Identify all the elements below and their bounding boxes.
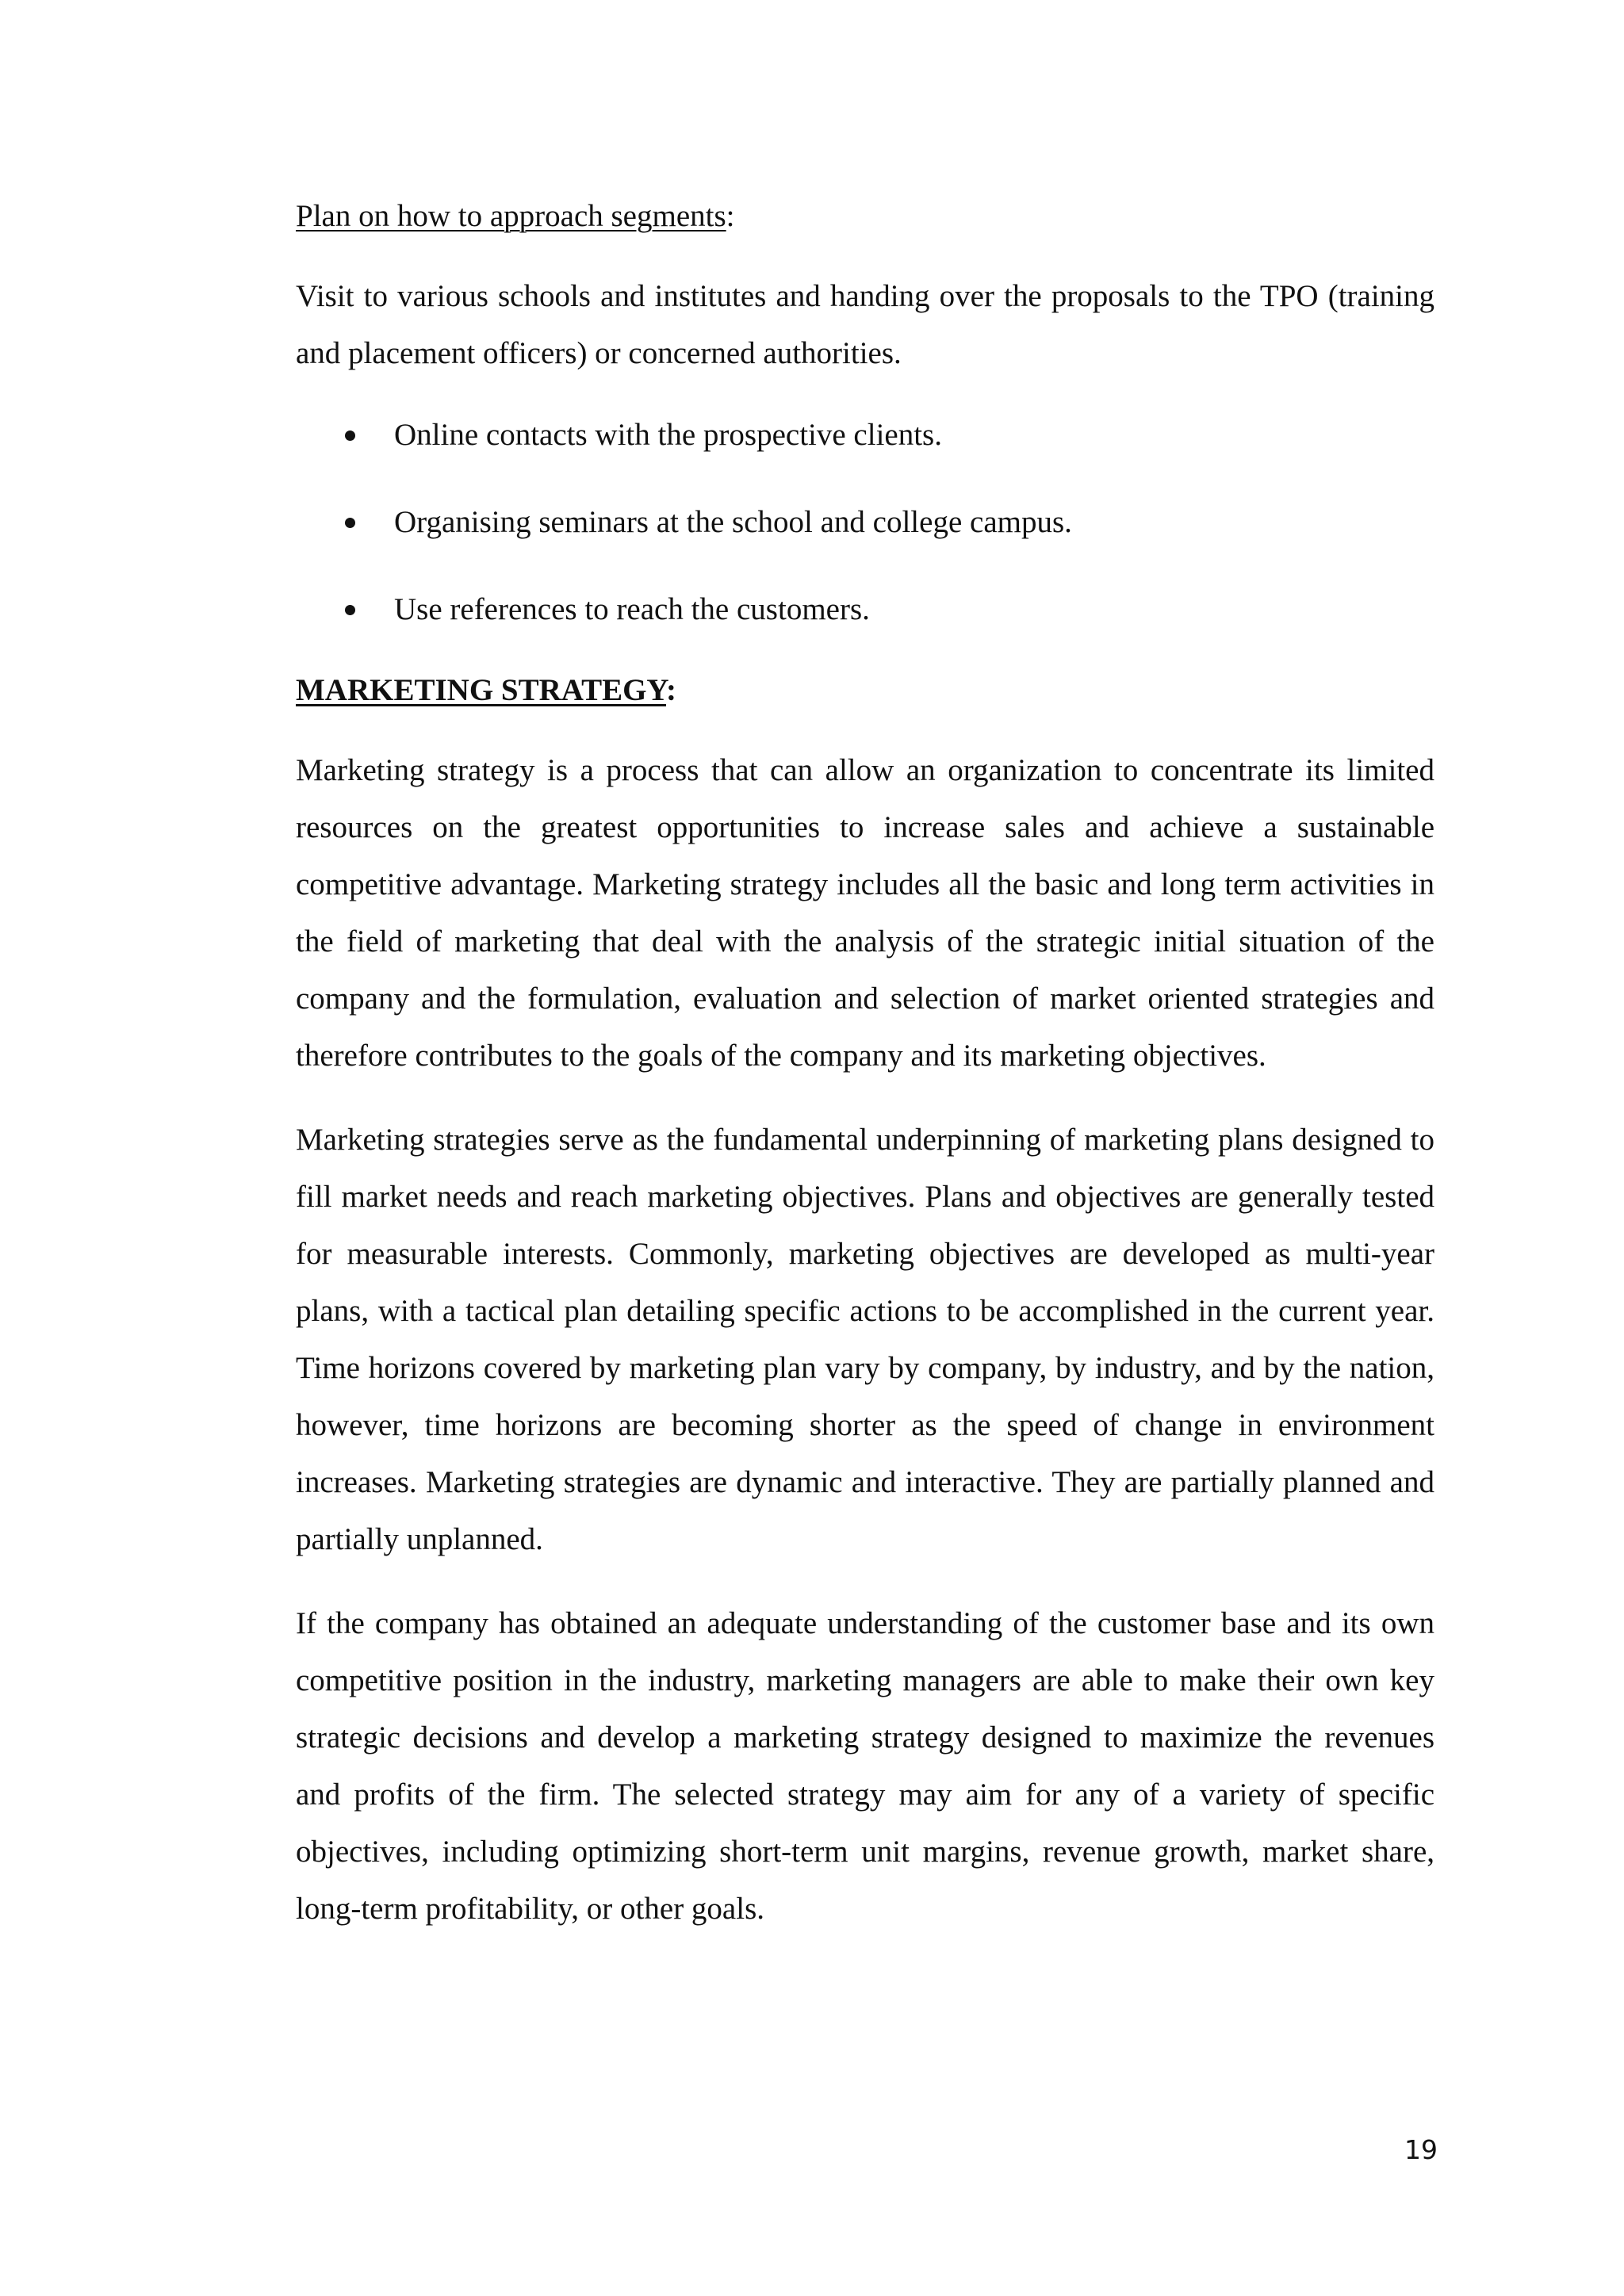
- list-item: [296, 409, 1434, 461]
- list-item: [296, 496, 1434, 549]
- list-item: [296, 584, 1434, 636]
- plan-bullet-list: [296, 409, 1434, 636]
- section-title-colon: :: [666, 673, 677, 707]
- page-content: [296, 190, 1434, 1965]
- section-heading-plan: [296, 190, 1434, 243]
- marketing-paragraph-3: If the company has obtained an adequate understanding of the customer base and its own competitive position in the industry, marketing managers are able to make their own key strategic decisions and develop a marketing strategy designed to maximize the revenues and profits of the firm. The selected strategy may aim for any of a variety of specific objectives, including optimizing short-term unit margins, revenue growth, market share, long-term profitability, or other goals.: [296, 1606, 1434, 1926]
- list-item-text: Online contacts with the prospective clients.: [394, 418, 942, 452]
- bullet-icon: [345, 430, 355, 441]
- list-item-text: Organising seminars at the school and college campus.: [394, 505, 1072, 539]
- section-heading-plan-colon: :: [726, 199, 735, 233]
- marketing-paragraph-2: Marketing strategies serve as the fundamental underpinning of marketing plans designed to fill market needs and reach marketing objectives. Plans and objectives are generally tested for measurable interests. Commonly, marketing objectives are developed as multi-year plans, with a tactical plan detailing specific actions to be accomplished in the current year. Time horizons covered by marketing plan vary by company, by industry, and by the nation, however, time horizons are becoming shorter as the speed of change in environment increases. Marketing strategies are dynamic and interactive. They are partially planned and partially unplanned.: [296, 1123, 1434, 1556]
- page-number: 19: [1404, 2134, 1438, 2165]
- section-heading-plan-text: Plan on how to approach segments: [296, 199, 726, 233]
- bullet-icon: [345, 518, 355, 528]
- bullet-icon: [345, 605, 355, 615]
- section-title-marketing-strategy: [296, 664, 1434, 717]
- plan-intro-paragraph: Visit to various schools and institutes and handing over the proposals to the TPO (training and placement officers) or concerned authorities.: [296, 279, 1434, 370]
- marketing-paragraph-1: Marketing strategy is a process that can allow an organization to concentrate its limited resources on the greatest opportunities to increase sales and achieve a sustainable competitive advantage. Marketing strategy includes all the basic and long term activities in the field of marketing that deal with the analysis of the strategic initial situation of the company and the formulation, evaluation and selection of market oriented strategies and therefore contributes to the goals of the company and its marketing objectives.: [296, 753, 1434, 1073]
- list-item-text: Use references to reach the customers.: [394, 592, 870, 626]
- section-title-text: MARKETING STRATEGY: [296, 673, 667, 707]
